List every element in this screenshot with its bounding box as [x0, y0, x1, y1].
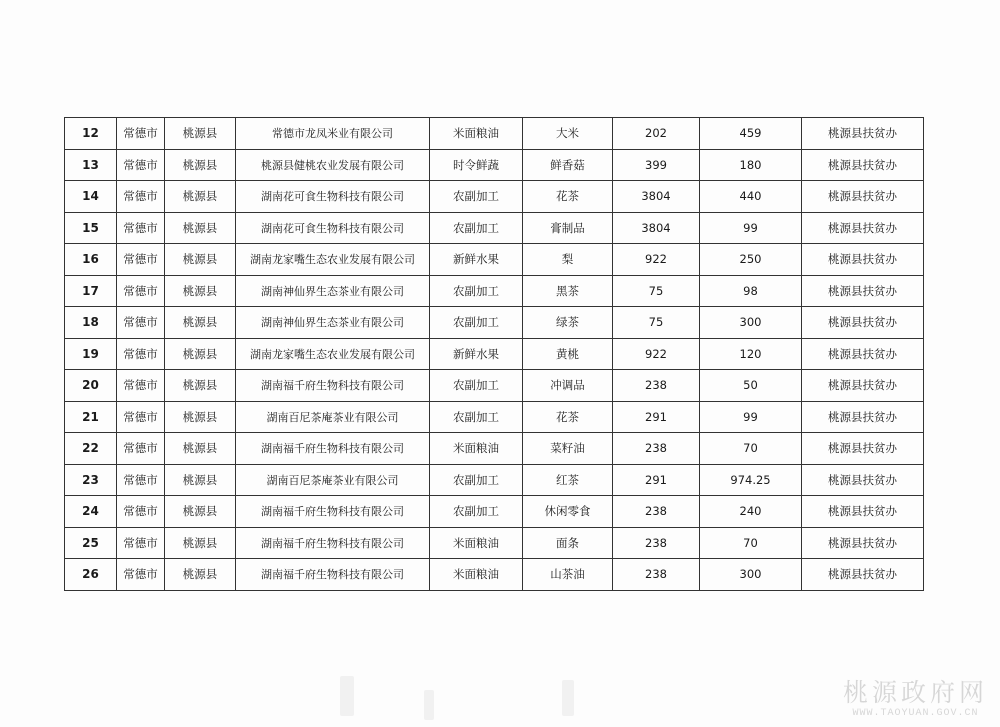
responsible-unit-cell: 桃源县扶贫办 [802, 181, 924, 213]
county-cell: 桃源县 [165, 401, 236, 433]
table-row [65, 338, 924, 370]
company-cell: 湖南神仙界生态茶业有限公司 [236, 307, 430, 339]
value-cell: 70 [700, 433, 802, 465]
company-cell: 湖南花可食生物科技有限公司 [236, 212, 430, 244]
county-cell: 桃源县 [165, 181, 236, 213]
row-number-cell: 14 [65, 181, 117, 213]
category-cell: 农副加工 [430, 212, 523, 244]
site-watermark [843, 678, 988, 719]
category-cell: 新鲜水果 [430, 244, 523, 276]
responsible-unit-cell: 桃源县扶贫办 [802, 338, 924, 370]
value-cell: 238 [613, 433, 700, 465]
city-cell: 常德市 [117, 433, 165, 465]
company-cell: 湖南福千府生物科技有限公司 [236, 370, 430, 402]
row-number-cell: 26 [65, 559, 117, 591]
value-cell: 75 [613, 307, 700, 339]
company-cell: 湖南花可食生物科技有限公司 [236, 181, 430, 213]
row-number-cell: 21 [65, 401, 117, 433]
table-row [65, 212, 924, 244]
row-number-cell: 12 [65, 118, 117, 150]
product-cell: 花茶 [523, 181, 613, 213]
company-cell: 常德市龙凤米业有限公司 [236, 118, 430, 150]
scan-smudge [562, 680, 574, 716]
table-row [65, 275, 924, 307]
row-number-cell: 20 [65, 370, 117, 402]
product-cell: 山茶油 [523, 559, 613, 591]
category-cell: 农副加工 [430, 464, 523, 496]
value-cell: 180 [700, 149, 802, 181]
company-cell: 湖南龙家嘴生态农业发展有限公司 [236, 244, 430, 276]
city-cell: 常德市 [117, 401, 165, 433]
category-cell: 农副加工 [430, 181, 523, 213]
city-cell: 常德市 [117, 212, 165, 244]
company-cell: 湖南福千府生物科技有限公司 [236, 496, 430, 528]
responsible-unit-cell: 桃源县扶贫办 [802, 244, 924, 276]
city-cell: 常德市 [117, 464, 165, 496]
value-cell: 99 [700, 401, 802, 433]
product-cell: 膏制品 [523, 212, 613, 244]
product-cell: 黑茶 [523, 275, 613, 307]
responsible-unit-cell: 桃源县扶贫办 [802, 118, 924, 150]
row-number-cell: 18 [65, 307, 117, 339]
company-cell: 桃源县健桃农业发展有限公司 [236, 149, 430, 181]
table-row [65, 527, 924, 559]
row-number-cell: 16 [65, 244, 117, 276]
city-cell: 常德市 [117, 496, 165, 528]
table-row [65, 181, 924, 213]
watermark-url: WWW.TAOYUAN.GOV.CN [852, 708, 979, 719]
county-cell: 桃源县 [165, 338, 236, 370]
table-row [65, 559, 924, 591]
value-cell: 98 [700, 275, 802, 307]
county-cell: 桃源县 [165, 307, 236, 339]
city-cell: 常德市 [117, 370, 165, 402]
product-cell: 梨 [523, 244, 613, 276]
city-cell: 常德市 [117, 244, 165, 276]
table-body [65, 118, 924, 591]
county-cell: 桃源县 [165, 370, 236, 402]
value-cell: 291 [613, 401, 700, 433]
product-cell: 黄桃 [523, 338, 613, 370]
city-cell: 常德市 [117, 181, 165, 213]
row-number-cell: 22 [65, 433, 117, 465]
city-cell: 常德市 [117, 338, 165, 370]
watermark-site-name: 桃源政府网 [842, 678, 988, 707]
city-cell: 常德市 [117, 307, 165, 339]
category-cell: 米面粮油 [430, 433, 523, 465]
table-row [65, 496, 924, 528]
responsible-unit-cell: 桃源县扶贫办 [802, 275, 924, 307]
value-cell: 238 [613, 496, 700, 528]
category-cell: 农副加工 [430, 401, 523, 433]
product-cell: 绿茶 [523, 307, 613, 339]
county-cell: 桃源县 [165, 118, 236, 150]
value-cell: 202 [613, 118, 700, 150]
row-number-cell: 15 [65, 212, 117, 244]
county-cell: 桃源县 [165, 244, 236, 276]
county-cell: 桃源县 [165, 149, 236, 181]
product-cell: 冲调品 [523, 370, 613, 402]
category-cell: 农副加工 [430, 275, 523, 307]
category-cell: 时令鲜蔬 [430, 149, 523, 181]
category-cell: 米面粮油 [430, 559, 523, 591]
value-cell: 440 [700, 181, 802, 213]
table-row [65, 244, 924, 276]
value-cell: 3804 [613, 212, 700, 244]
responsible-unit-cell: 桃源县扶贫办 [802, 559, 924, 591]
product-cell: 休闲零食 [523, 496, 613, 528]
city-cell: 常德市 [117, 527, 165, 559]
table-row [65, 149, 924, 181]
value-cell: 300 [700, 559, 802, 591]
value-cell: 240 [700, 496, 802, 528]
value-cell: 922 [613, 338, 700, 370]
county-cell: 桃源县 [165, 496, 236, 528]
county-cell: 桃源县 [165, 559, 236, 591]
row-number-cell: 19 [65, 338, 117, 370]
category-cell: 米面粮油 [430, 118, 523, 150]
value-cell: 922 [613, 244, 700, 276]
value-cell: 291 [613, 464, 700, 496]
scan-smudge [340, 676, 354, 716]
responsible-unit-cell: 桃源县扶贫办 [802, 370, 924, 402]
responsible-unit-cell: 桃源县扶贫办 [802, 496, 924, 528]
row-number-cell: 13 [65, 149, 117, 181]
value-cell: 459 [700, 118, 802, 150]
responsible-unit-cell: 桃源县扶贫办 [802, 464, 924, 496]
city-cell: 常德市 [117, 149, 165, 181]
value-cell: 399 [613, 149, 700, 181]
table-row [65, 307, 924, 339]
responsible-unit-cell: 桃源县扶贫办 [802, 433, 924, 465]
value-cell: 238 [613, 527, 700, 559]
value-cell: 238 [613, 370, 700, 402]
company-cell: 湖南福千府生物科技有限公司 [236, 433, 430, 465]
city-cell: 常德市 [117, 275, 165, 307]
category-cell: 新鲜水果 [430, 338, 523, 370]
city-cell: 常德市 [117, 559, 165, 591]
category-cell: 农副加工 [430, 307, 523, 339]
product-cell: 菜籽油 [523, 433, 613, 465]
company-cell: 湖南龙家嘴生态农业发展有限公司 [236, 338, 430, 370]
category-cell: 农副加工 [430, 370, 523, 402]
company-cell: 湖南百尼茶庵茶业有限公司 [236, 464, 430, 496]
poverty-alleviation-product-table [64, 117, 924, 591]
product-cell: 花茶 [523, 401, 613, 433]
value-cell: 974.25 [700, 464, 802, 496]
category-cell: 米面粮油 [430, 527, 523, 559]
company-cell: 湖南神仙界生态茶业有限公司 [236, 275, 430, 307]
value-cell: 250 [700, 244, 802, 276]
responsible-unit-cell: 桃源县扶贫办 [802, 149, 924, 181]
company-cell: 湖南百尼茶庵茶业有限公司 [236, 401, 430, 433]
responsible-unit-cell: 桃源县扶贫办 [802, 401, 924, 433]
row-number-cell: 24 [65, 496, 117, 528]
product-cell: 鲜香菇 [523, 149, 613, 181]
table-row [65, 433, 924, 465]
table-row [65, 464, 924, 496]
county-cell: 桃源县 [165, 433, 236, 465]
county-cell: 桃源县 [165, 275, 236, 307]
table-row [65, 118, 924, 150]
product-cell: 红茶 [523, 464, 613, 496]
company-cell: 湖南福千府生物科技有限公司 [236, 559, 430, 591]
responsible-unit-cell: 桃源县扶贫办 [802, 307, 924, 339]
row-number-cell: 17 [65, 275, 117, 307]
responsible-unit-cell: 桃源县扶贫办 [802, 527, 924, 559]
product-cell: 面条 [523, 527, 613, 559]
row-number-cell: 25 [65, 527, 117, 559]
category-cell: 农副加工 [430, 496, 523, 528]
value-cell: 75 [613, 275, 700, 307]
table-row [65, 401, 924, 433]
value-cell: 50 [700, 370, 802, 402]
county-cell: 桃源县 [165, 212, 236, 244]
value-cell: 120 [700, 338, 802, 370]
value-cell: 300 [700, 307, 802, 339]
company-cell: 湖南福千府生物科技有限公司 [236, 527, 430, 559]
product-cell: 大米 [523, 118, 613, 150]
city-cell: 常德市 [117, 118, 165, 150]
table-row [65, 370, 924, 402]
value-cell: 70 [700, 527, 802, 559]
value-cell: 99 [700, 212, 802, 244]
county-cell: 桃源县 [165, 464, 236, 496]
responsible-unit-cell: 桃源县扶贫办 [802, 212, 924, 244]
row-number-cell: 23 [65, 464, 117, 496]
scan-smudge [424, 690, 434, 720]
value-cell: 3804 [613, 181, 700, 213]
value-cell: 238 [613, 559, 700, 591]
county-cell: 桃源县 [165, 527, 236, 559]
